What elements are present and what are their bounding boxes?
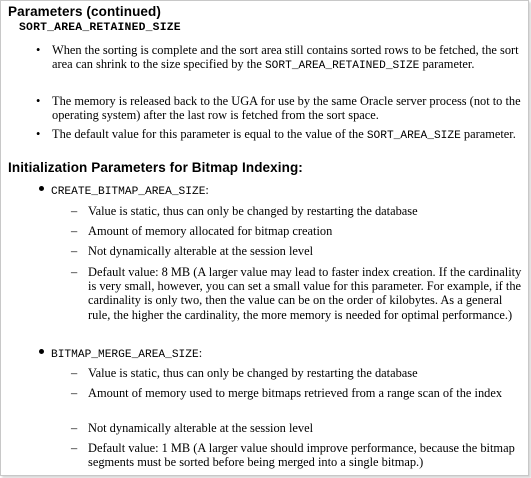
- param-bitmap-merge-area-size: [51, 344, 202, 362]
- sub2-item-2: Amount of memory used to merge bitmaps retrieved from a range scan of the index: [88, 386, 503, 400]
- sub2-item-4: Default value: 1 MB (A larger value should improve performance, because the bitmap segments must be sorted before being merged into a single bitmap.): [88, 441, 515, 470]
- param-name: CREATE_BITMAP_AREA_SIZE: [51, 186, 206, 198]
- bullet-item-3: [52, 127, 524, 143]
- bullet-dot: •: [36, 127, 41, 141]
- bullet-item-3-text: The default value for this parameter is equal to the value of the: [52, 127, 367, 141]
- sub2-item-1: Value is static, thus can only be changed by restarting the database: [88, 366, 418, 380]
- param-name-sort-area-retained-size: SORT_AREA_RETAINED_SIZE: [19, 22, 181, 34]
- dash-marker: –: [71, 244, 78, 258]
- section-heading-parameters-continued: Parameters (continued): [8, 4, 161, 19]
- section-heading-bitmap-indexing: Initialization Parameters for Bitmap Indexing:: [8, 160, 303, 175]
- sub1-item-4: Default value: 8 MB (A larger value may lead to faster index creation. If the cardinality is very small, however, you can set a small value for this parameter. For example, if the cardinality is only two, then the value can be on the order of kilobytes. As a general rule, the higher the cardinality, the more memory is needed for optimal performance.): [88, 265, 522, 322]
- dash-marker: –: [71, 386, 78, 400]
- bullet-item-1-text: When the sorting is complete and the sort area still contains sorted rows to be fetched, the sort area can shrink to the size specified by the: [52, 43, 519, 72]
- bullet-item-1-code: SORT_AREA_RETAINED_SIZE: [264, 60, 420, 73]
- dash-marker: –: [71, 204, 78, 218]
- bullet-item-3-code: SORT_AREA_SIZE: [366, 130, 461, 142]
- param-name: BITMAP_MERGE_AREA_SIZE: [51, 349, 199, 361]
- sub1-item-2: Amount of memory allocated for bitmap creation: [88, 224, 333, 238]
- dash-marker: –: [71, 224, 78, 238]
- param-colon: :: [198, 346, 203, 360]
- bullet-dot: •: [36, 94, 41, 108]
- dash-marker: –: [71, 366, 78, 380]
- bullet-item-1: [52, 43, 524, 73]
- bullet-dot: [39, 349, 44, 354]
- bullet-item-2: [52, 94, 522, 122]
- bullet-item-1-tail: parameter.: [419, 57, 475, 72]
- dash-marker: –: [71, 441, 78, 455]
- sub1-item-1: Value is static, thus can only be changed by restarting the database: [88, 204, 418, 218]
- bullet-dot: [39, 186, 44, 191]
- sub1-item-3: Not dynamically alterable at the session level: [88, 244, 314, 258]
- sub2-item-3: Not dynamically alterable at the session level: [88, 421, 314, 435]
- bullet-item-2-text: The memory is released back to the UGA for use by the same Oracle server process (not to the operating system) after the last row is fetched from the sort space.: [52, 94, 521, 123]
- dash-marker: –: [71, 265, 78, 279]
- bullet-dot: •: [36, 43, 41, 57]
- dash-marker: –: [71, 421, 78, 435]
- param-create-bitmap-area-size: [51, 181, 209, 199]
- param-colon: :: [205, 183, 209, 197]
- bullet-item-3-tail: parameter.: [460, 127, 516, 141]
